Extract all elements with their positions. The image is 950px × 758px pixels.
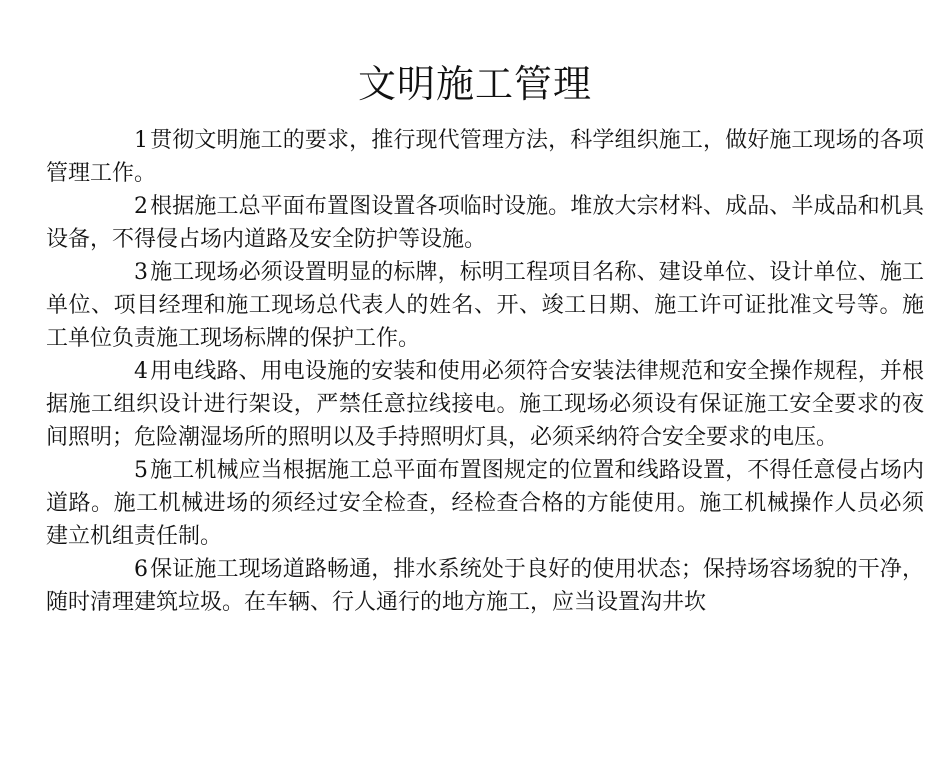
page-title: 文明施工管理 — [357, 62, 592, 106]
paragraph-number: 4 — [134, 359, 148, 384]
paragraph-text: 施工现场必须设置明显的标牌，标明工程项目名称、建设单位、设计单位、施工单位、项目经理和施工现场总代表人的姓名、开、竣工日期、施工许可证批准文号等。施工单位负责施工现场标牌的保护工作。 — [46, 260, 924, 351]
paragraph-1 — [46, 124, 924, 190]
paragraph-5 — [46, 454, 924, 553]
paragraph-number: 6 — [134, 557, 148, 582]
paragraph-4 — [46, 355, 924, 454]
paragraph-text: 用电线路、用电设施的安装和使用必须符合安装法律规范和安全操作规程，并根据施工组织设计进行架设，严禁任意拉线接电。施工现场必须设有保证施工安全要求的夜间照明；危险潮湿场所的照明以及手持照明灯具，必须采纳符合安全要求的电压。 — [46, 359, 924, 450]
paragraph-number: 1 — [134, 128, 148, 153]
paragraph-6 — [46, 553, 924, 619]
paragraph-number: 5 — [134, 458, 148, 483]
document-body — [46, 124, 924, 619]
paragraph-text: 施工机械应当根据施工总平面布置图规定的位置和线路设置，不得任意侵占场内道路。施工机械进场的须经过安全检查，经检查合格的方能使用。施工机械操作人员必须建立机组责任制。 — [46, 458, 924, 549]
paragraph-text: 保证施工现场道路畅通，排水系统处于良好的使用状态；保持场容场貌的干净，随时清理建筑垃圾。在车辆、行人通行的地方施工，应当设置沟井坎 — [46, 557, 924, 615]
paragraph-2 — [46, 190, 924, 256]
paragraph-number: 2 — [134, 194, 148, 219]
paragraph-text: 贯彻文明施工的要求，推行现代管理方法，科学组织施工，做好施工现场的各项管理工作。 — [46, 128, 924, 186]
paragraph-text: 根据施工总平面布置图设置各项临时设施。堆放大宗材料、成品、半成品和机具设备，不得侵占场内道路及安全防护等设施。 — [46, 194, 924, 252]
paragraph-3 — [46, 256, 924, 355]
paragraph-number: 3 — [134, 260, 148, 285]
